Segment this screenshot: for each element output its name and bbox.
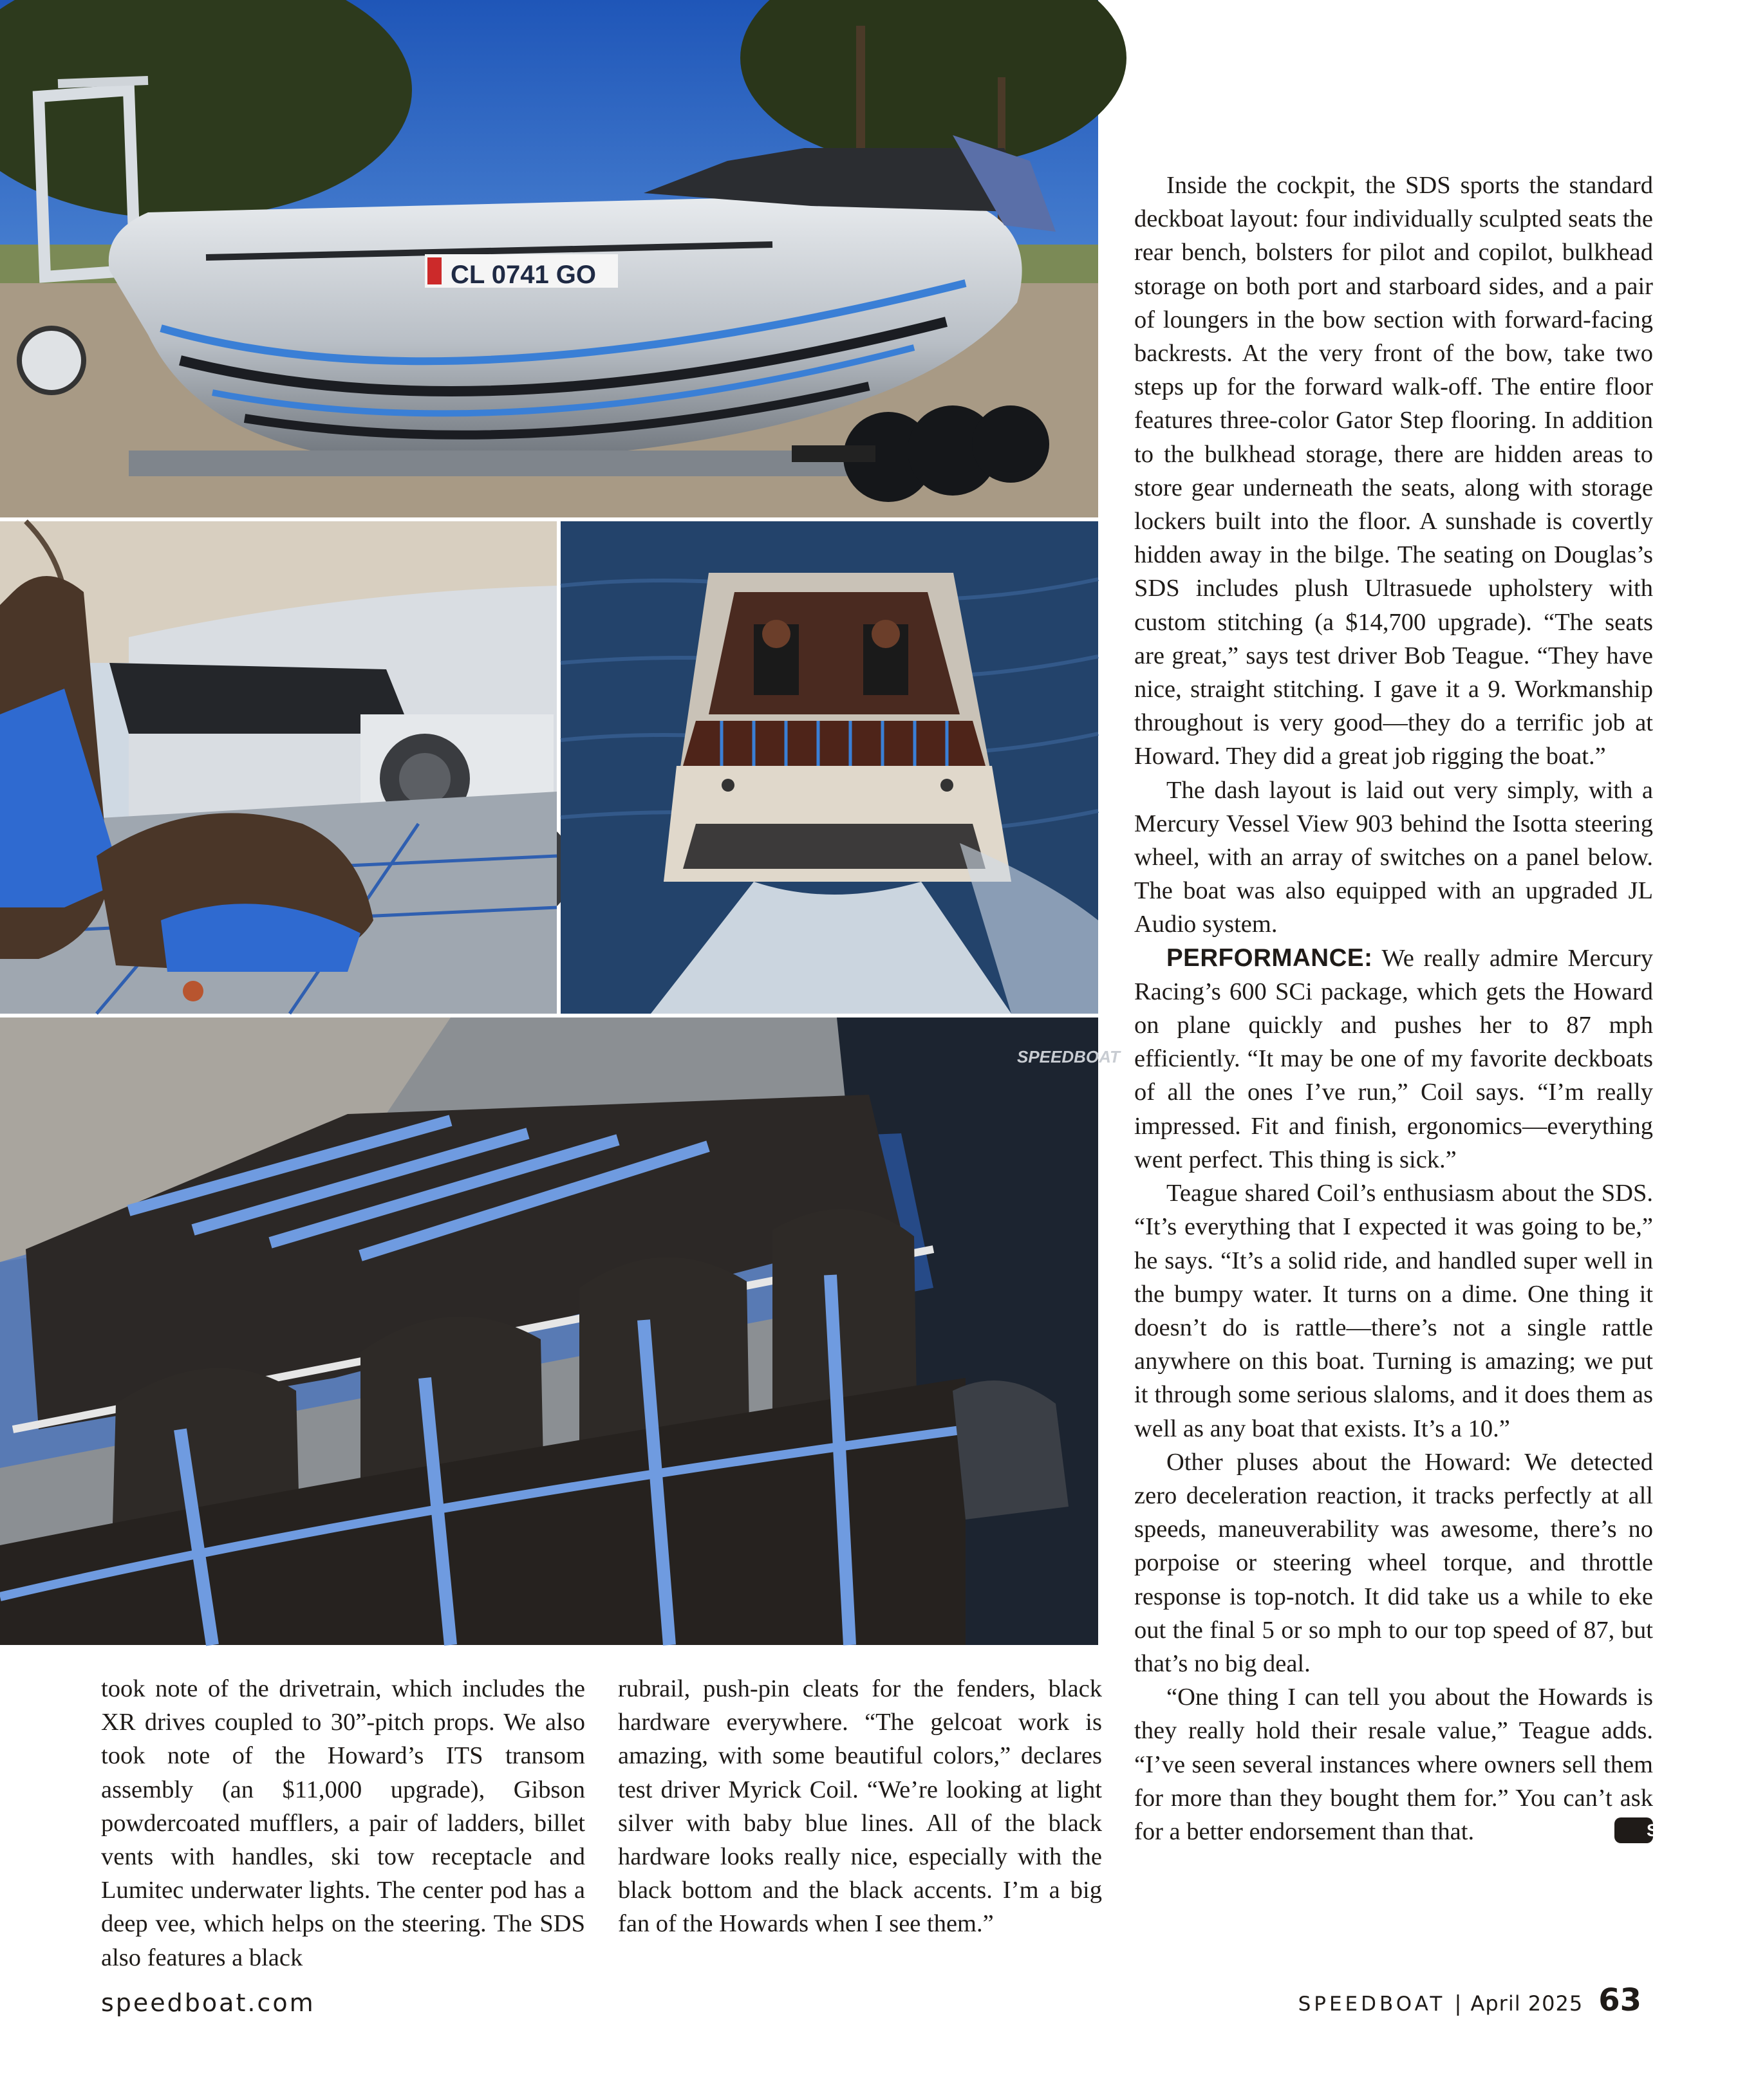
paragraph-pluses: Other pluses about the Howard: We detected zero deceleration reaction, it tracks perfectly at all speeds, maneuverability was awesome, there’s no porpoise or steering wheel torque, and throttle response is top-notch. It did take us a while to eke out the final 5 or so mph to our top speed of 87, but that’s no big deal. bbox=[1134, 1448, 1653, 1677]
paragraph-resale bbox=[1134, 1680, 1671, 1848]
left-article-column bbox=[101, 1672, 585, 1975]
boat-trailer-photo bbox=[0, 0, 1098, 517]
performance-runin-heading: PERFORMANCE: bbox=[1166, 943, 1373, 972]
resale-text: “One thing I can tell you about the Howards is they really hold their resale value,” Teague adds. “I’ve seen several instances where owners sell them for more than they bought them for.” You can’t ask for a better endorsement than that. bbox=[1134, 1684, 1653, 1845]
registration-number: CL 0741 GO bbox=[451, 261, 597, 289]
footer-separator: | bbox=[1454, 1991, 1462, 2016]
rear-bench-photo bbox=[0, 1017, 1120, 1645]
paragraph-teague: Teague shared Coil’s enthusiasm about the SDS. “It’s everything that I expected it was going to be,” he says. “It’s a solid ride, and handled super well in the bumpy water. It turns on a dime. One thing it doesn’t do is rattle—there’s not a single rattle anywhere on this boat. Turning is amazing; we put it through some serious slaloms, and it does them as well as any boat that exists. It’s a 10.” bbox=[1134, 1180, 1653, 1442]
speedboat-watermark: SPEEDBOAT bbox=[1017, 1047, 1120, 1066]
right-article-column bbox=[1134, 169, 1671, 1848]
footer-issue-date: April 2025 bbox=[1470, 1991, 1584, 2016]
page-number: 63 bbox=[1598, 1982, 1641, 2018]
paragraph-dash: The dash layout is laid out very simply, with a Mercury Vessel View 903 behind the Isotta steering wheel, with an array of switches on a panel below. The boat was also equipped with an upgraded JL Audio system. bbox=[1134, 776, 1653, 938]
middle-article-column bbox=[618, 1672, 1102, 1941]
footer-publication: SPEEDBOAT bbox=[1298, 1993, 1446, 2016]
performance-text: We really admire Mercury Racing’s 600 SCi package, which gets the Howard on plane quickly and pushes her to 87 mph efficiently. “It may be one of my favorite deckboats of all the ones I’ve run,” Coil says. “I’m really impressed. Fit and finish, ergonomics—everything went perfect. This thing is sick.” bbox=[1134, 944, 1653, 1173]
end-mark-icon: SB bbox=[1614, 1817, 1653, 1843]
paragraph-cockpit: Inside the cockpit, the SDS sports the standard deckboat layout: four individually sculpted seats the rear bench, bolsters for pilot and copilot, bulkhead storage on both port and starboard sides, and a pair of loungers in the bow section with forward-facing backrests. At the very front of the bow, take two steps up for the forward walk-off. The entire floor features three-color Gator Step flooring. In addition to the bulkhead storage, there are hidden areas to store gear underneath the seats, along with storage lockers built into the floor. A sunshade is covertly hidden away in the bilge. The seating on Douglas’s SDS includes plush Ultrasuede upholstery with custom stitching (a $14,700 upgrade). “The seats are great,” says test driver Bob Teague. “They have nice, straight stitching. I gave it a 9. Workmanship throughout is very good—they do a terrific job at Howard. They did a great job rigging the boat.” bbox=[1134, 172, 1653, 770]
paragraph-gelcoat: rubrail, push-pin cleats for the fenders, black hardware everywhere. “The gelcoat work is amazing, with some beautiful colors,” declares test driver Myrick Coil. “We’re looking at light silver with baby blue lines. All of the black hardware looks really nice, especially with the black bottom and the black accents. I’m a big fan of the Howards when I see them.” bbox=[618, 1675, 1102, 1938]
paragraph-performance bbox=[1134, 942, 1653, 1176]
footer-folio bbox=[1298, 1982, 1641, 2018]
paragraph-drivetrain: took note of the drivetrain, which includes the XR drives coupled to 30”-pitch props. We also took note of the Howard’s ITS transom assembly (an $11,000 upgrade), Gibson powdercoated mufflers, a pair of ladders, billet vents with handles, ski tow receptacle and Lumitec underwater lights. The center pod has a deep vee, which helps on the steering. The SDS also features a black bbox=[101, 1675, 585, 1971]
footer-website: speedboat.com bbox=[101, 1989, 315, 2017]
cockpit-seat-photo bbox=[0, 521, 557, 1014]
aerial-boat-photo bbox=[561, 521, 1098, 1014]
